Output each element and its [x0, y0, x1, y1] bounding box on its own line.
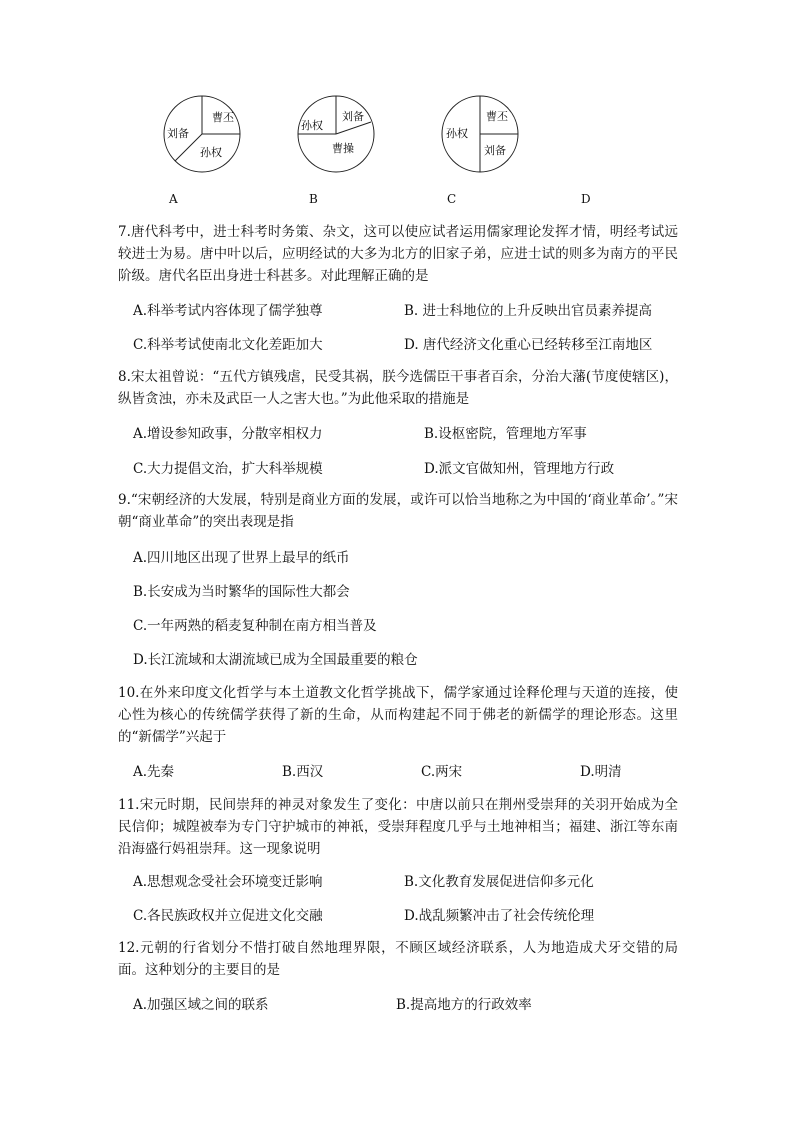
option-11d: D.战乱频繁冲击了社会传统伦理 — [404, 908, 595, 924]
pie-diagram-b — [296, 94, 376, 174]
option-10c: C.两宋 — [421, 764, 463, 780]
option-11a: A.思想观念受社会环境变迁影响 — [133, 874, 323, 890]
option-12b: B.提高地方的行政效率 — [396, 997, 532, 1013]
diagram-label-d: D — [581, 192, 591, 206]
pie-diagram-c — [440, 94, 520, 174]
question-8-stem: 8.宋太祖曾说：“五代方镇残虐，民受其祸，朕今选儒臣干事者百余，分治大藩(节度使辖区)，纵皆贪浊，亦未及武臣一人之害大也。”为此他采取的措施是 — [118, 369, 678, 407]
option-11b: B.文化教育发展促进信仰多元化 — [404, 874, 594, 890]
option-10b: B.西汉 — [282, 764, 324, 780]
option-9a: A.四川地区出现了世界上最早的纸币 — [133, 550, 350, 566]
option-10d: D.明清 — [580, 764, 622, 780]
option-8b: B.设枢密院，管理地方军事 — [424, 426, 587, 442]
option-8c: C.大力提倡文治，扩大科举规模 — [133, 461, 323, 477]
diagram-label-a: A — [169, 192, 178, 206]
slice-label: 刘备 — [342, 110, 364, 123]
option-9b: B.长安成为当时繁华的国际性大都会 — [133, 584, 350, 600]
option-7c: C.科举考试使南北文化差距加大 — [133, 337, 323, 353]
question-12-stem: 12.元朝的行省划分不惜打破自然地理界限，不顾区域经济联系，人为地造成犬牙交错的局面。这种划分的主要目的是 — [118, 940, 678, 978]
option-12a: A.加强区域之间的联系 — [133, 997, 269, 1013]
option-7d: D. 唐代经济文化重心已经转移至江南地区 — [404, 337, 653, 353]
diagram-label-c: C — [447, 192, 457, 206]
option-9d: D.长江流域和太湖流域已成为全国最重要的粮仓 — [133, 652, 418, 668]
slice-label: 曹丕 — [486, 110, 508, 123]
option-11c: C.各民族政权并立促进文化交融 — [133, 908, 323, 924]
option-7a: A.科举考试内容体现了儒学独尊 — [133, 303, 323, 319]
option-9c: C.一年两熟的稻麦复种制在南方相当普及 — [133, 618, 377, 634]
option-8d: D.派文官做知州，管理地方行政 — [424, 461, 615, 477]
question-11-stem: 11.宋元时期，民间崇拜的神灵对象发生了变化：中唐以前只在荆州受崇拜的关羽开始成为全民信仰；城隍被奉为专门守护城市的神祇，受崇拜程度几乎与土地神相当；福建、浙江等东南沿海盛行妈祖崇拜。这一现象说明 — [118, 797, 678, 857]
question-9-stem: 9.“宋朝经济的大发展，特别是商业方面的发展，或许可以恰当地称之为中国的‘商业革命’。”宋朝“商业革命”的突出表现是指 — [118, 492, 678, 530]
question-10-stem: 10.在外来印度文化哲学与本土道教文化哲学挑战下，儒学家通过诠释伦理与天道的连接，使心性为核心的传统儒学获得了新的生命，从而构建起不同于佛老的新儒学的理论形态。这里的“新儒学”兴起于 — [118, 685, 678, 745]
option-10a: A.先秦 — [133, 764, 175, 780]
slice-label: 刘备 — [484, 144, 506, 157]
slice-label: 曹操 — [332, 142, 354, 155]
slice-label: 曹丕 — [212, 111, 234, 124]
option-7b: B. 进士科地位的上升反映出官员素养提高 — [404, 303, 653, 319]
option-8a: A.增设参知政事，分散宰相权力 — [133, 426, 323, 442]
slice-label: 刘备 — [167, 127, 189, 140]
slice-label: 孙权 — [200, 146, 222, 159]
slice-label: 孙权 — [301, 119, 323, 132]
question-7-stem: 7.唐代科考中，进士科考时务策、杂文，这可以使应试者运用儒家理论发挥才情，明经考试远较进士为易。唐中叶以后，应明经试的大多为北方的旧家子弟，应进士试的则多为南方的平民阶级。唐代名臣出身进士科甚多。对此理解正确的是 — [118, 224, 678, 284]
pie-diagram-a — [162, 94, 242, 174]
slice-label: 孙权 — [446, 127, 468, 140]
diagram-label-b: B — [309, 192, 318, 206]
